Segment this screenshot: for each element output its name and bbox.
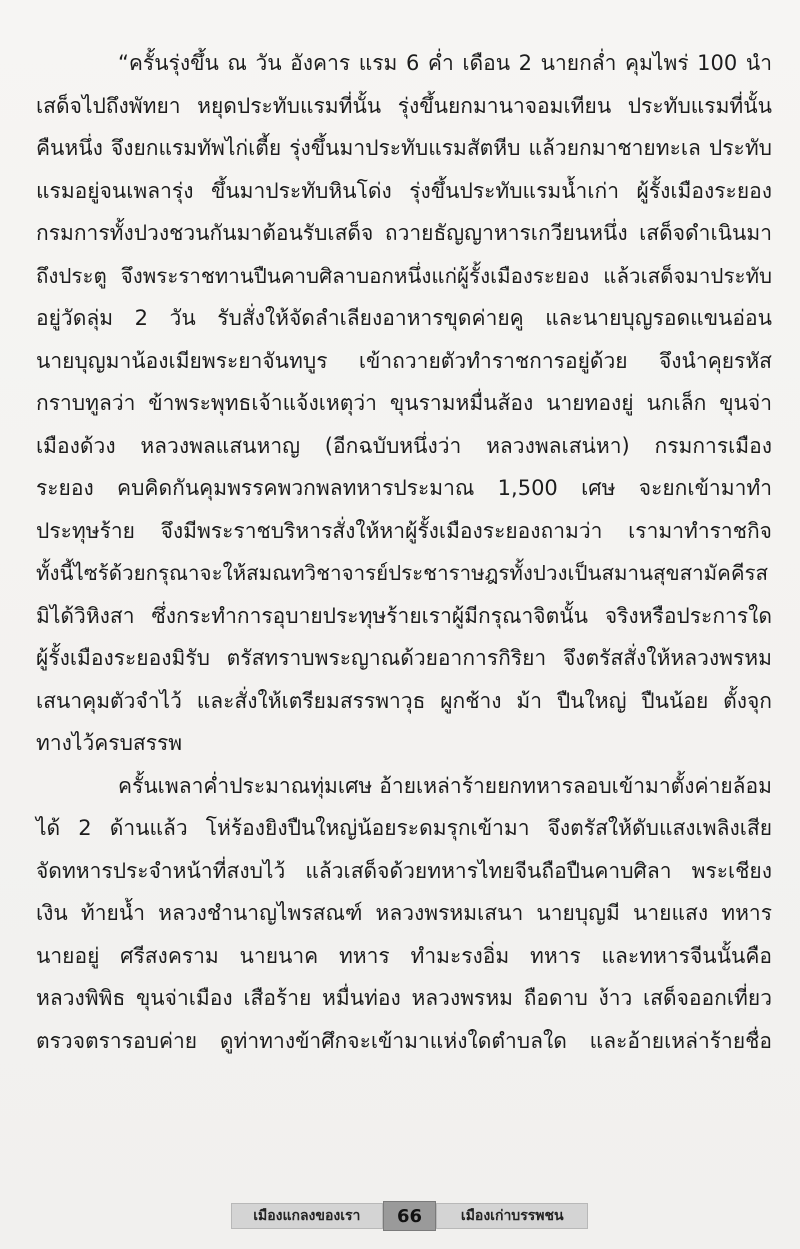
text-line: แรมอยู่จนเพลารุ่ง ขึ้นมาประทับหินโด่ง รุ่งขึ้นประทับแรมน้ำเก่า ผู้รั้งเมืองระยอง bbox=[36, 178, 772, 203]
text-line: คืนหนึ่ง จึงยกแรมทัพไก่เตี้ย รุ่งขึ้นมาประทับแรมสัตหีบ แล้วยกมาชายทะเล ประทับ bbox=[36, 136, 772, 160]
text-line: ทางไว้ครบสรรพ bbox=[36, 731, 183, 755]
footer-book-title: เมืองแกลงของเรา bbox=[231, 1203, 383, 1229]
text-line: “ครั้นรุ่งขึ้น ณ วัน อังคาร แรม 6 ค่ำ เดือน 2 นายกล่ำ คุมไพร่ 100 นำ bbox=[118, 51, 772, 75]
text-line: ทั้งนี้ไซร้ด้วยกรุณาจะให้สมณทวิชาจารย์ประชาราษฎรทั้งปวงเป็นสมานสุขสามัคคีรส bbox=[36, 561, 769, 585]
text-line: ตรวจตรารอบค่าย ดูท่าทางข้าศึกจะเข้ามาแห่งใดตำบลใด และอ้ายเหล่าร้ายชื่อ bbox=[36, 1028, 772, 1053]
text-line: นายอยู่ ศรีสงคราม นายนาค ทหาร ทำมะรงอิ่ม ทหาร และทหารจีนนั้นคือ bbox=[36, 943, 772, 968]
text-line: เมืองด้วง หลวงพลแสนหาญ (อีกฉบับหนึ่งว่า หลวงพลเสน่หา) กรมการเมือง bbox=[36, 433, 772, 458]
text-line: มิได้วิหิงสา ซึ่งกระทำการอุบายประทุษร้ายเราผู้มีกรุณาจิตนั้น จริงหรือประการใด bbox=[36, 603, 772, 628]
text-line: จัดทหารประจำหน้าที่สงบไว้ แล้วเสด็จด้วยทหารไทยจีนถือปืนคาบศิลา พระเชียง bbox=[36, 858, 772, 883]
page-footer bbox=[231, 1202, 588, 1230]
body-text bbox=[36, 42, 772, 1062]
text-line: เสนาคุมตัวจำไว้ และสั่งให้เตรียมสรรพาวุธ ผูกช้าง ม้า ปืนใหญ่ ปืนน้อย ตั้งจุก bbox=[36, 688, 772, 713]
footer-chapter-title: เมืองเก่าบรรพชน bbox=[436, 1203, 588, 1229]
text-line: ระยอง คบคิดกันคุมพรรคพวกพลทหารประมาณ 1,500 เศษ จะยกเข้ามาทำ bbox=[36, 476, 772, 500]
text-line: หลวงพิพิธ ขุนจ่าเมือง เสือร้าย หมื่นท่อง หลวงพรหม ถือดาบ ง้าว เสด็จออกเที่ยว bbox=[36, 986, 772, 1010]
text-line: กรมการทั้งปวงชวนกันมาต้อนรับเสด็จ ถวายธัญญาหารเกวียนหนึ่ง เสด็จดำเนินมา bbox=[36, 221, 772, 245]
text-line: เงิน ท้ายน้ำ หลวงชำนาญไพรสณฑ์ หลวงพรหมเสนา นายบุญมี นายแสง ทหาร bbox=[36, 901, 772, 925]
page-number: 66 bbox=[383, 1201, 437, 1231]
text-line: ประทุษร้าย จึงมีพระราชบริหารสั่งให้หาผู้รั้งเมืองระยองถามว่า เรามาทำราชกิจ bbox=[36, 518, 772, 543]
text-line: นายบุญมาน้องเมียพระยาจันทบูร เข้าถวายตัวทำราชการอยู่ด้วย จึงนำคุยรหัส bbox=[36, 348, 772, 373]
text-line: ผู้รั้งเมืองระยองมิรับ ตรัสทราบพระญาณด้วยอาการกิริยา จึงตรัสสั่งให้หลวงพรหม bbox=[36, 646, 772, 670]
text-line: เสด็จไปถึงพัทยา หยุดประทับแรมที่นั้น รุ่งขึ้นยกมานาจอมเทียน ประทับแรมที่นั้น bbox=[36, 93, 772, 118]
text-line: อยู่วัดลุ่ม 2 วัน รับสั่งให้จัดลำเลียงอาหารขุดค่ายคู และนายบุญรอดแขนอ่อน bbox=[36, 306, 772, 330]
text-line: กราบทูลว่า ข้าพระพุทธเจ้าแจ้งเหตุว่า ขุนรามหมื่นส้อง นายทองยู่ นกเล็ก ขุนจ่า bbox=[36, 391, 772, 415]
text-line: ครั้นเพลาค่ำประมาณทุ่มเศษ อ้ายเหล่าร้ายยกทหารลอบเข้ามาตั้งค่ายล้อม bbox=[118, 773, 772, 798]
text-line: ถึงประตู จึงพระราชทานปืนคาบศิลาบอกหนึ่งแก่ผู้รั้งเมืองระยอง แล้วเสด็จมาประทับ bbox=[36, 263, 772, 288]
text-line: ได้ 2 ด้านแล้ว โห่ร้องยิงปืนใหญ่น้อยระดมรุกเข้ามา จึงตรัสให้ดับแสงเพลิงเสีย bbox=[36, 816, 772, 840]
